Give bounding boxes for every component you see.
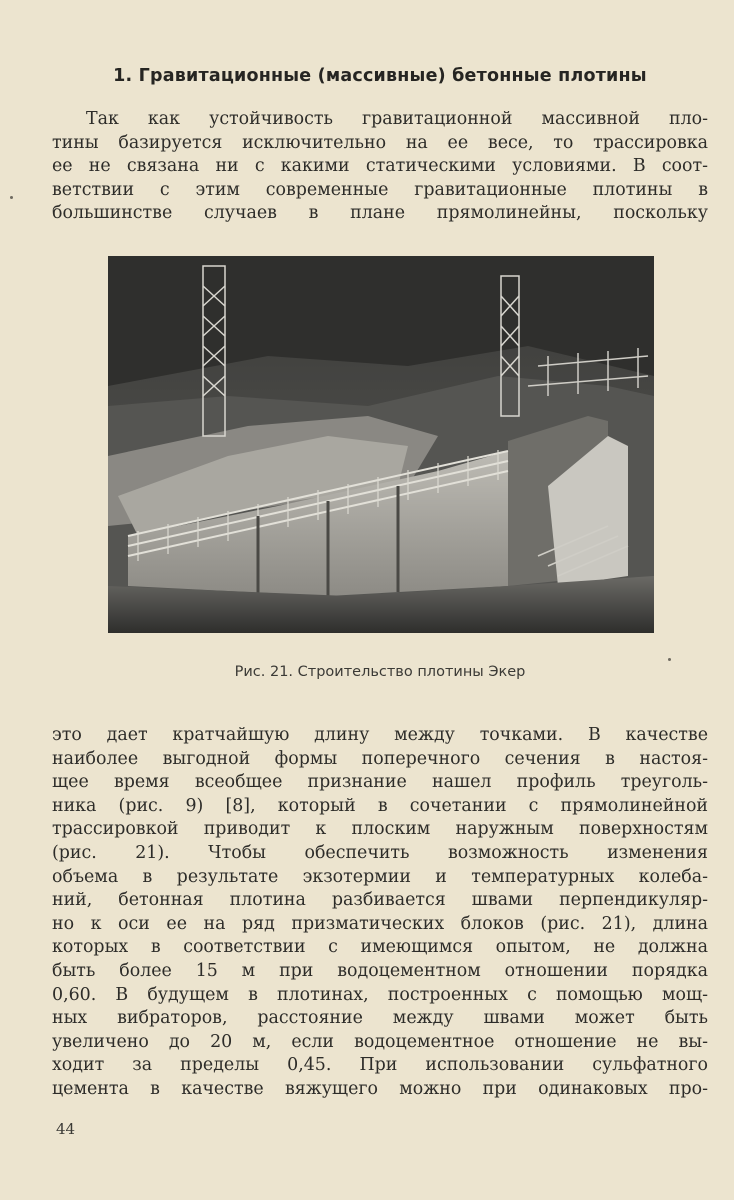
dam-construction-photo (108, 256, 654, 633)
text-line: ника (рис. 9) [8], который в сочетании с прямолинейной (52, 795, 708, 816)
text-line: цемента в качестве вяжущего можно при одинаковых про- (52, 1078, 708, 1099)
text-line: объема в результате экзотермии и температурных колеба- (52, 866, 708, 887)
text-line: увеличено до 20 м, если водоцементное отношение не вы- (52, 1031, 708, 1052)
print-speck (668, 658, 671, 661)
text-line: ветствии с этим современные гравитационные плотины в (52, 179, 708, 200)
paragraph-top (52, 108, 708, 226)
text-line: наиболее выгодной формы поперечного сечения в настоя- (52, 748, 708, 769)
text-line: которых в соответствии с имеющимся опытом, не должна (52, 937, 708, 958)
text-line: 0,60. В будущем в плотинах, построенных с помощью мощ- (52, 984, 708, 1005)
text-line: ний, бетонная плотина разбивается швами перпендикуляр- (52, 890, 708, 911)
text-line: но к оси ее на ряд призматических блоков (рис. 21), длина (52, 913, 708, 934)
print-speck (10, 196, 13, 199)
section-heading: 1. Гравитационные (массивные) бетонные плотины (113, 66, 647, 86)
page-number: 44 (56, 1120, 76, 1138)
photo-illustration (108, 256, 654, 633)
text-line: ных вибраторов, расстояние между швами может быть (52, 1008, 708, 1029)
text-line: ее не связана ни с какими статическими условиями. В соот- (52, 156, 708, 177)
text-line: большинстве случаев в плане прямолинейны, поскольку (52, 203, 708, 224)
text-line: трассировкой приводит к плоским наружным поверхностям (52, 819, 708, 840)
paragraph-bottom (52, 724, 708, 1102)
text-line: быть более 15 м при водоцементном отношении порядка (52, 960, 708, 981)
text-line: тины базируется исключительно на ее весе, то трассировка (52, 132, 708, 153)
text-line: Так как устойчивость гравитационной массивной пло- (86, 109, 708, 129)
text-line: (рис. 21). Чтобы обеспечить возможность изменения (52, 842, 708, 863)
text-line: ходит за пределы 0,45. При использовании сульфатного (52, 1055, 708, 1076)
figure-caption: Рис. 21. Строительство плотины Экер (234, 664, 526, 680)
text-line: это дает кратчайшую длину между точками. В качестве (52, 725, 708, 745)
text-line: щее время всеобщее признание нашел профиль треуголь- (52, 772, 708, 793)
